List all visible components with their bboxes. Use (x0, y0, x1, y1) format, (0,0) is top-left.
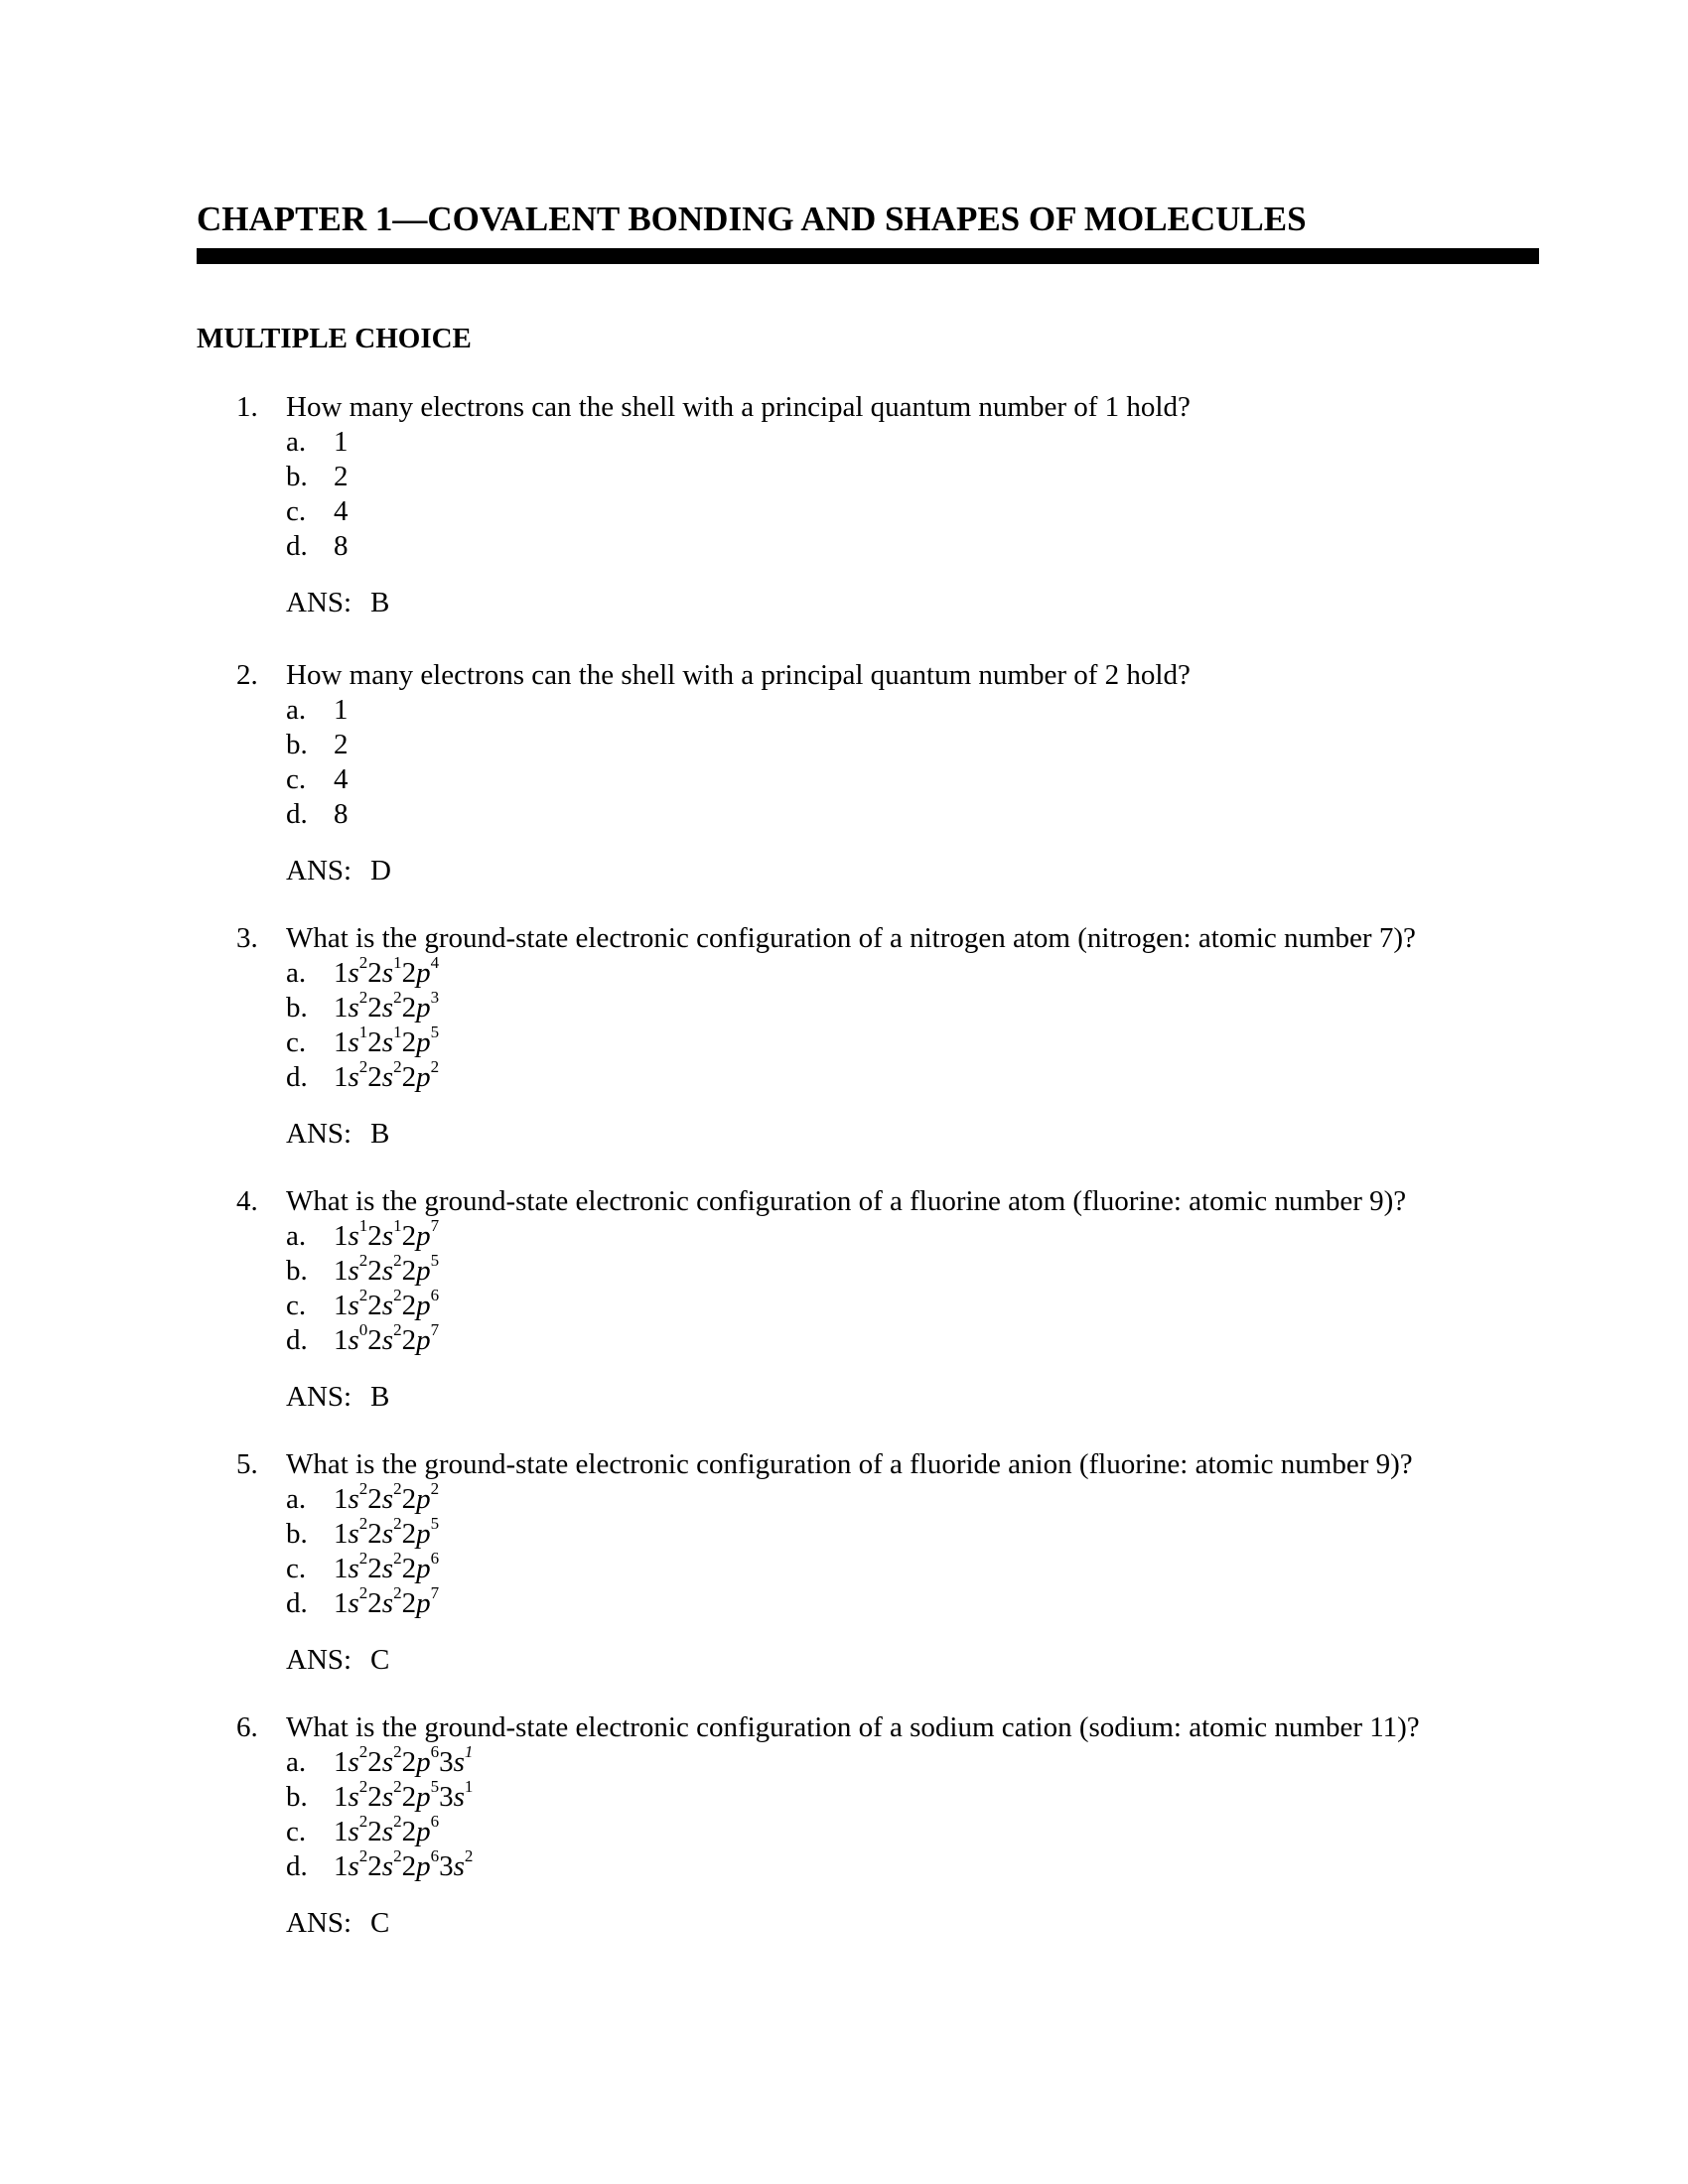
option-letter: d. (286, 1587, 308, 1619)
answer-option (0, 1514, 1688, 1552)
option-value: $1s^22s^22p^63s^2$ (334, 1846, 474, 1882)
answer-option (0, 1583, 1688, 1621)
option-letter: d. (286, 1850, 308, 1882)
answer-value: D (370, 855, 391, 887)
answer-key (0, 1906, 1688, 1941)
option-value: $1s^22s^22p^2$ (334, 1057, 440, 1093)
option-letter: b. (286, 1255, 308, 1287)
answer-option (0, 953, 1688, 991)
title-rule (197, 248, 1539, 264)
answer-value: B (370, 587, 390, 618)
option-letter: a. (286, 694, 307, 726)
option-value: $1s^22s^22p^6$ (334, 1812, 440, 1847)
answer-option (0, 1320, 1688, 1358)
option-value: $1s^22s^22p^53s^1$ (334, 1777, 474, 1813)
option-value: 2 (334, 729, 349, 760)
option-letter: b. (286, 1781, 308, 1813)
answer-option (0, 460, 1688, 494)
question-item (0, 921, 1688, 1152)
option-letter: b. (286, 992, 308, 1024)
answer-label: ANS: (286, 1644, 352, 1676)
option-letter: b. (286, 461, 308, 492)
question-line (0, 390, 1688, 425)
option-letter: d. (286, 1061, 308, 1093)
option-value: $1s^22s^22p^6$ (334, 1286, 440, 1321)
option-value: 4 (334, 495, 349, 527)
answer-key (0, 586, 1688, 620)
answer-value: B (370, 1381, 390, 1413)
option-letter: c. (286, 1816, 307, 1847)
chapter-title: CHAPTER 1—COVALENT BONDING AND SHAPES OF MOLECULES (197, 200, 1307, 238)
option-value: 1 (334, 426, 349, 458)
answer-option (0, 1846, 1688, 1884)
option-letter: c. (286, 1026, 307, 1058)
answer-key (0, 1380, 1688, 1415)
question-item (0, 1710, 1688, 1941)
answer-option (0, 1549, 1688, 1586)
answer-option (0, 797, 1688, 832)
option-letter: b. (286, 729, 308, 760)
question-line (0, 921, 1688, 956)
section-heading: MULTIPLE CHOICE (197, 323, 472, 354)
answer-label: ANS: (286, 855, 352, 887)
question-item (0, 1447, 1688, 1678)
option-letter: c. (286, 1290, 307, 1321)
question-number: 4. (236, 1185, 258, 1217)
option-value: $1s^22s^12p^4$ (334, 953, 440, 989)
answer-option (0, 425, 1688, 460)
answer-option (0, 762, 1688, 797)
question-number: 2. (236, 659, 258, 691)
question-text: What is the ground-state electronic configuration of a sodium cation (sodium: atomic number 11)? (286, 1711, 1420, 1743)
option-value: 8 (334, 530, 349, 562)
option-letter: c. (286, 495, 307, 527)
option-value: $1s^22s^22p^5$ (334, 1251, 440, 1287)
answer-value: C (370, 1907, 390, 1939)
answer-option (0, 529, 1688, 564)
option-value: $1s^22s^22p^3$ (334, 988, 440, 1024)
option-value: $1s^22s^22p^7$ (334, 1583, 440, 1619)
answer-key (0, 1643, 1688, 1678)
question-number: 3. (236, 922, 258, 954)
question-text: How many electrons can the shell with a principal quantum number of 1 hold? (286, 391, 1191, 423)
option-letter: a. (286, 1483, 307, 1515)
question-text: What is the ground-state electronic configuration of a nitrogen atom (nitrogen: atomic number 7)? (286, 922, 1416, 954)
answer-label: ANS: (286, 587, 352, 618)
answer-option (0, 1777, 1688, 1815)
question-item (0, 658, 1688, 888)
answer-option (0, 1216, 1688, 1254)
answer-label: ANS: (286, 1118, 352, 1150)
answer-option (0, 1025, 1688, 1060)
option-value: 8 (334, 798, 349, 830)
option-value: 1 (334, 694, 349, 726)
option-letter: a. (286, 426, 307, 458)
answer-key (0, 854, 1688, 888)
option-letter: c. (286, 1553, 307, 1584)
option-letter: a. (286, 1746, 307, 1778)
answer-option (0, 1479, 1688, 1517)
answer-option (0, 1812, 1688, 1849)
question-line (0, 658, 1688, 693)
answer-option (0, 1251, 1688, 1289)
answer-option (0, 1057, 1688, 1095)
option-letter: d. (286, 530, 308, 562)
option-letter: a. (286, 957, 307, 989)
answer-key (0, 1117, 1688, 1152)
answer-option (0, 988, 1688, 1025)
answer-option (0, 1742, 1688, 1780)
option-letter: d. (286, 798, 308, 830)
option-value: 2 (334, 461, 349, 492)
option-value: $1s^22s^22p^6$ (334, 1549, 440, 1584)
question-text: How many electrons can the shell with a principal quantum number of 2 hold? (286, 659, 1191, 691)
option-letter: b. (286, 1518, 308, 1550)
option-value: $1s^12s^12p^5$ (334, 1023, 440, 1058)
question-number: 1. (236, 391, 258, 423)
question-number: 6. (236, 1711, 258, 1743)
option-value: $1s^12s^12p^7$ (334, 1216, 440, 1252)
option-value: $1s^22s^22p^2$ (334, 1479, 440, 1515)
answer-value: B (370, 1118, 390, 1150)
option-letter: c. (286, 763, 307, 795)
question-line (0, 1710, 1688, 1745)
option-value: $1s^22s^22p^63s^1$ (334, 1742, 474, 1778)
question-item (0, 390, 1688, 620)
question-number: 5. (236, 1448, 258, 1480)
option-value: $1s^02s^22p^7$ (334, 1320, 440, 1356)
option-letter: a. (286, 1220, 307, 1252)
answer-option (0, 1286, 1688, 1323)
answer-option (0, 494, 1688, 529)
question-text: What is the ground-state electronic configuration of a fluoride anion (fluorine: atomic number 9)? (286, 1448, 1413, 1480)
question-item (0, 1184, 1688, 1415)
answer-label: ANS: (286, 1907, 352, 1939)
question-line (0, 1447, 1688, 1482)
answer-option (0, 693, 1688, 728)
answer-label: ANS: (286, 1381, 352, 1413)
option-value: 4 (334, 763, 349, 795)
option-value: $1s^22s^22p^5$ (334, 1514, 440, 1550)
option-letter: d. (286, 1324, 308, 1356)
answer-value: C (370, 1644, 390, 1676)
question-text: What is the ground-state electronic configuration of a fluorine atom (fluorine: atomic number 9)? (286, 1185, 1407, 1217)
answer-option (0, 728, 1688, 762)
question-line (0, 1184, 1688, 1219)
